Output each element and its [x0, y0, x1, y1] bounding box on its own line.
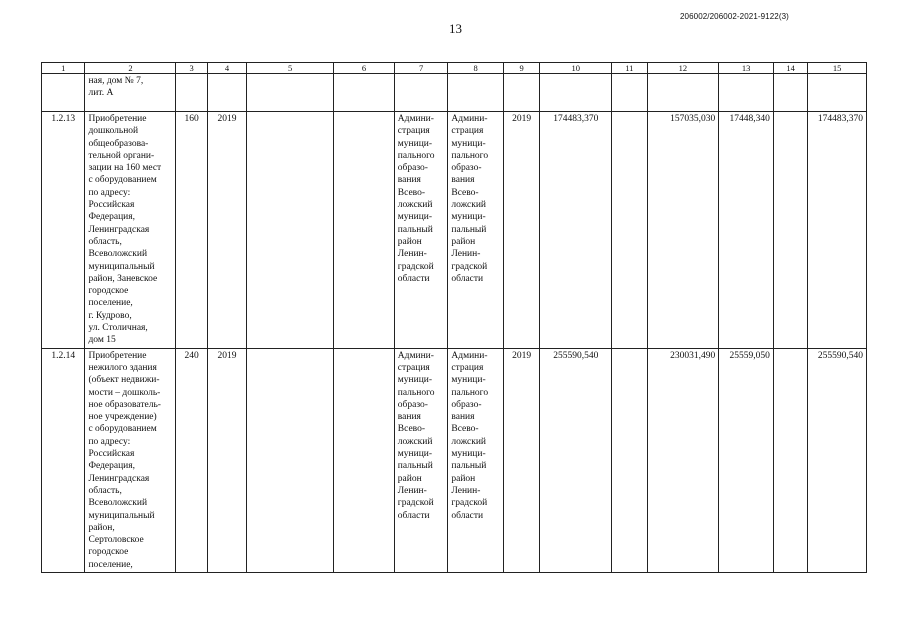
column-number-14: 14: [773, 63, 807, 74]
text-line: ложский: [451, 200, 487, 211]
cell-col13: 25559,050: [719, 348, 774, 572]
text-line: градской: [397, 498, 434, 509]
text-line: ложский: [451, 436, 487, 447]
text-line: муниципальный: [88, 510, 155, 521]
text-line: Федерация,: [88, 212, 135, 223]
cell-col13: 17448,340: [719, 112, 774, 349]
text-line: тельной органи-: [88, 150, 155, 161]
cell-col5: [247, 112, 334, 349]
cell-empty: [448, 74, 504, 112]
column-number-12: 12: [647, 63, 719, 74]
cell-col14: [773, 348, 807, 572]
text-line: ложский: [397, 436, 433, 447]
text-line: Российская: [88, 200, 135, 211]
text-line: Всево-: [397, 187, 426, 198]
cell-empty: [176, 74, 207, 112]
cell-year: 2019: [207, 348, 246, 572]
column-number-3: 3: [176, 63, 207, 74]
text-line: муници-: [397, 212, 433, 223]
cell-empty: [719, 74, 774, 112]
text-line: градской: [451, 261, 488, 272]
text-line: Ленин-: [451, 249, 481, 260]
text-line: области: [397, 273, 430, 284]
cell-empty: [612, 74, 647, 112]
text-line: градской: [451, 498, 488, 509]
text-line: градской: [397, 261, 434, 272]
text-line: муниципальный: [88, 261, 155, 272]
cell-empty: [503, 74, 539, 112]
text-line: район: [397, 473, 422, 484]
text-line: нежилого здания: [88, 362, 157, 373]
cell-col14: [773, 112, 807, 349]
text-line: зации на 160 мест: [88, 163, 162, 174]
cell-col11: [612, 112, 647, 349]
column-number-15: 15: [808, 63, 867, 74]
text-line: образо-: [451, 163, 482, 174]
cell-empty: [540, 74, 612, 112]
document-code: 206002/206002-2021-9122(3): [680, 12, 789, 21]
column-number-13: 13: [719, 63, 774, 74]
page-number: 13: [449, 21, 462, 36]
column-number-1: 1: [42, 63, 85, 74]
text-line: ное образователь-: [88, 399, 161, 410]
text-line: образо-: [397, 163, 428, 174]
column-number-7: 7: [394, 63, 448, 74]
text-line: Админи-: [451, 350, 488, 361]
cell-col15: 255590,540: [808, 348, 867, 572]
column-number-2: 2: [85, 63, 176, 74]
text-line: муници-: [397, 449, 433, 460]
cell-capacity: 240: [176, 348, 207, 572]
cell-developer: [448, 348, 504, 572]
text-line: Всево-: [451, 424, 479, 435]
text-line: Админи-: [397, 114, 434, 124]
text-line: Админи-: [397, 350, 434, 361]
cell-empty: [808, 74, 867, 112]
cell-customer: [394, 348, 448, 572]
text-line: вания: [397, 175, 421, 186]
text-line: г. Кудрово,: [88, 310, 132, 321]
cell-empty: [334, 74, 395, 112]
text-line: лит. А: [88, 88, 114, 99]
program-table: [41, 62, 867, 573]
text-line: пальный: [397, 224, 433, 235]
cell-name-continued: [85, 74, 176, 112]
cell-empty: [247, 74, 334, 112]
text-line: поселение,: [88, 298, 133, 309]
text-line: Сертоловское: [88, 535, 144, 546]
text-line: область,: [88, 236, 122, 247]
text-line: муници-: [397, 138, 433, 149]
text-line: по адресу:: [88, 436, 131, 447]
text-line: вания: [451, 412, 475, 423]
cell-col6: [334, 112, 395, 349]
text-line: Всеволожский: [88, 498, 148, 509]
cell-empty: [647, 74, 719, 112]
text-line: мости – дошколь-: [88, 387, 161, 398]
text-line: общеобразова-: [88, 138, 149, 149]
text-line: Всево-: [397, 424, 426, 435]
text-line: район, Заневское: [88, 273, 158, 284]
text-line: пального: [451, 150, 489, 161]
cell-item-number: 1.2.14: [42, 348, 85, 572]
text-line: район,: [88, 522, 115, 533]
text-line: вания: [451, 175, 475, 186]
text-line: ул. Столичная,: [88, 323, 148, 334]
text-line: Всеволожский: [88, 249, 148, 260]
text-line: Всево-: [451, 187, 479, 198]
text-line: страция: [397, 362, 430, 373]
text-line: район: [451, 236, 476, 247]
cell-col5: [247, 348, 334, 572]
text-line: Ленинградская: [88, 224, 150, 235]
text-line: Российская: [88, 449, 135, 460]
text-line: области: [451, 510, 484, 521]
text-line: Админи-: [451, 114, 488, 124]
cell-num: [42, 74, 85, 112]
text-line: Приобретение: [88, 114, 147, 124]
text-line: (объект недвижи-: [88, 375, 160, 386]
column-number-row: [42, 63, 867, 74]
cell-col11: [612, 348, 647, 572]
text-line: ное учреждение): [88, 412, 157, 423]
text-line: вания: [397, 412, 421, 423]
cell-developer: [448, 112, 504, 349]
cell-item-number: 1.2.13: [42, 112, 85, 349]
text-line: с оборудованием: [88, 424, 157, 435]
text-line: Ленин-: [397, 249, 427, 260]
text-line: области: [451, 273, 484, 284]
text-line: дом 15: [88, 335, 116, 346]
text-line: Федерация,: [88, 461, 135, 472]
text-line: муници-: [451, 138, 486, 149]
text-line: муници-: [451, 375, 486, 386]
text-line: пального: [451, 387, 489, 398]
column-number-5: 5: [247, 63, 334, 74]
text-line: страция: [451, 126, 484, 137]
text-line: городское: [88, 547, 129, 558]
cell-empty: [773, 74, 807, 112]
text-line: муници-: [451, 449, 486, 460]
text-line: страция: [397, 126, 430, 137]
text-line: муници-: [397, 375, 433, 386]
cell-empty: [394, 74, 448, 112]
cell-empty: [207, 74, 246, 112]
text-line: пального: [397, 387, 435, 398]
text-line: муници-: [451, 212, 486, 223]
column-number-11: 11: [612, 63, 647, 74]
text-line: поселение,: [88, 559, 133, 570]
text-line: образо-: [451, 399, 482, 410]
text-line: район: [397, 236, 422, 247]
cell-capacity: 160: [176, 112, 207, 349]
text-line: область,: [88, 485, 122, 496]
cell-year-2: 2019: [503, 348, 539, 572]
cell-total-cost: 174483,370: [540, 112, 612, 349]
table-row: [42, 348, 867, 572]
column-number-4: 4: [207, 63, 246, 74]
cell-col15: 174483,370: [808, 112, 867, 349]
text-line: Приобретение: [88, 350, 147, 361]
text-line: с оборудованием: [88, 175, 157, 186]
cell-object-name: [85, 112, 176, 349]
cell-year: 2019: [207, 112, 246, 349]
column-number-9: 9: [503, 63, 539, 74]
text-line: Ленин-: [397, 485, 427, 496]
cell-total-cost: 255590,540: [540, 348, 612, 572]
cell-year-2: 2019: [503, 112, 539, 349]
column-number-10: 10: [540, 63, 612, 74]
text-line: городское: [88, 286, 129, 297]
cell-col12: 157035,030: [647, 112, 719, 349]
text-line: пальный: [451, 461, 487, 472]
text-line: области: [397, 510, 430, 521]
text-line: ная, дом № 7,: [88, 76, 144, 86]
text-line: пального: [397, 150, 435, 161]
text-line: Ленин-: [451, 485, 481, 496]
text-line: по адресу:: [88, 187, 131, 198]
text-line: образо-: [397, 399, 428, 410]
text-line: Ленинградская: [88, 473, 150, 484]
text-line: пальный: [397, 461, 433, 472]
text-line: ложский: [397, 200, 433, 211]
text-line: пальный: [451, 224, 487, 235]
text-line: страция: [451, 362, 484, 373]
cell-customer: [394, 112, 448, 349]
column-number-6: 6: [334, 63, 395, 74]
column-number-8: 8: [448, 63, 504, 74]
continuation-row: [42, 74, 867, 112]
cell-col12: 230031,490: [647, 348, 719, 572]
cell-object-name: [85, 348, 176, 572]
text-line: район: [451, 473, 476, 484]
text-line: дошкольной: [88, 126, 139, 137]
table-row: [42, 112, 867, 349]
cell-col6: [334, 348, 395, 572]
